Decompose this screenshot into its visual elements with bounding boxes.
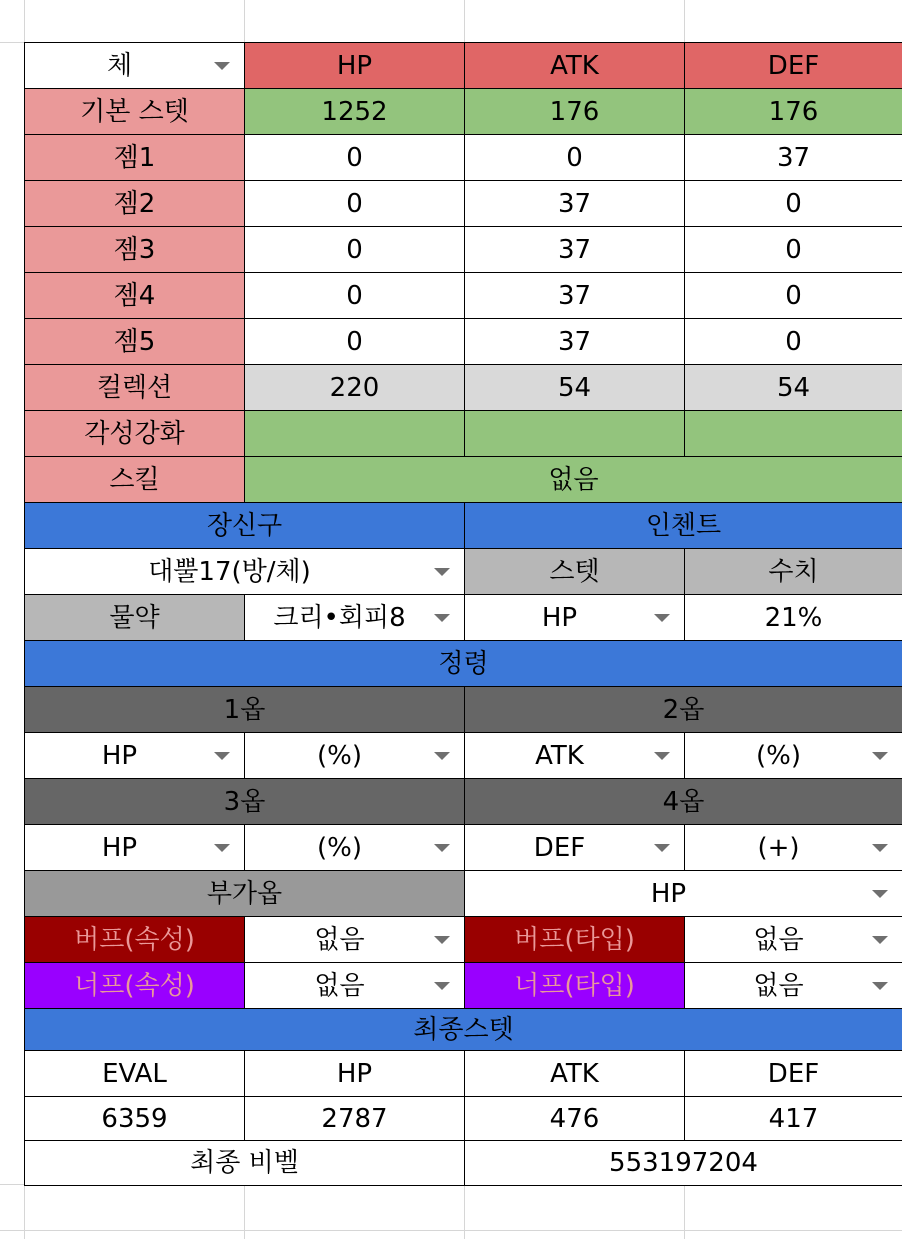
nerf-type-value: 없음 — [753, 970, 804, 1001]
opt4-stat-value: DEF — [533, 832, 586, 863]
potion-label: 물약 — [24, 594, 245, 641]
awakening-def[interactable] — [684, 410, 902, 457]
gem2-hp[interactable]: 0 — [244, 180, 465, 227]
dropdown-arrow-icon[interactable] — [434, 982, 450, 990]
opt2-stat-value: ATK — [535, 740, 584, 771]
final-header-eval: EVAL — [24, 1050, 245, 1097]
gem1-atk[interactable]: 0 — [464, 134, 685, 181]
nerf-attribute-label: 너프(속성) — [24, 962, 245, 1009]
dropdown-arrow-icon[interactable] — [654, 614, 670, 622]
gem4-hp[interactable]: 0 — [244, 272, 465, 319]
dropdown-arrow-icon[interactable] — [434, 752, 450, 760]
final-level-label: 최종 비벨 — [24, 1140, 465, 1186]
equipment-section-header: 장신구 — [24, 502, 465, 549]
buff-type-label: 버프(타입) — [464, 916, 685, 963]
final-header-def: DEF — [684, 1050, 902, 1097]
gem5-atk[interactable]: 37 — [464, 318, 685, 365]
dropdown-arrow-icon[interactable] — [872, 890, 888, 898]
row-label-gem2: 젬2 — [24, 180, 245, 227]
final-value-eval[interactable]: 6359 — [24, 1096, 245, 1141]
buff-type-dropdown[interactable] — [684, 916, 902, 963]
row-label-collection: 컬렉션 — [24, 364, 245, 411]
final-header-atk: ATK — [464, 1050, 685, 1097]
opt3-stat-value: HP — [101, 832, 138, 863]
row-label-gem4: 젬4 — [24, 272, 245, 319]
gem5-def[interactable]: 0 — [684, 318, 902, 365]
row-label-gem5: 젬5 — [24, 318, 245, 365]
enchant-value-header: 수치 — [684, 548, 902, 595]
opt3-type-value: (%) — [317, 832, 362, 863]
row-label-base-stat: 기본 스텟 — [24, 88, 245, 135]
nerf-type-dropdown[interactable] — [684, 962, 902, 1009]
buff-attribute-label: 버프(속성) — [24, 916, 245, 963]
opt2-type-value: (%) — [756, 740, 801, 771]
enchant-value[interactable]: 21% — [684, 594, 902, 641]
final-header-hp: HP — [244, 1050, 465, 1097]
gem2-def[interactable]: 0 — [684, 180, 902, 227]
row-label-gem1: 젬1 — [24, 134, 245, 181]
skill-value[interactable]: 없음 — [244, 456, 902, 503]
row-label-skill: 스킬 — [24, 456, 245, 503]
dropdown-arrow-icon[interactable] — [214, 844, 230, 852]
extra-option-value: HP — [650, 878, 687, 909]
opt1-type-dropdown[interactable] — [244, 732, 465, 779]
dropdown-arrow-icon[interactable] — [434, 844, 450, 852]
nerf-type-label: 너프(타입) — [464, 962, 685, 1009]
buff-type-value: 없음 — [753, 924, 804, 955]
buff-attribute-value: 없음 — [314, 924, 365, 955]
gem4-def[interactable]: 0 — [684, 272, 902, 319]
base-stat-def[interactable]: 176 — [684, 88, 902, 135]
atk-header: ATK — [464, 42, 685, 89]
collection-def[interactable]: 54 — [684, 364, 902, 411]
dropdown-arrow-icon[interactable] — [434, 614, 450, 622]
spirit-opt2-header: 2옵 — [464, 686, 902, 733]
potion-dropdown[interactable] — [244, 594, 465, 641]
opt2-stat-dropdown[interactable] — [464, 732, 685, 779]
awakening-atk[interactable] — [464, 410, 685, 457]
enchant-stat-header: 스텟 — [464, 548, 685, 595]
base-stat-hp[interactable]: 1252 — [244, 88, 465, 135]
opt1-stat-value: HP — [101, 740, 138, 771]
potion-value: 크리•회피8 — [273, 602, 406, 633]
opt4-type-value: (+) — [757, 832, 800, 863]
enchant-stat-dropdown[interactable] — [464, 594, 685, 641]
opt4-stat-dropdown[interactable] — [464, 824, 685, 871]
class-select-dropdown[interactable] — [24, 42, 245, 89]
accessory-dropdown[interactable] — [24, 548, 465, 595]
gem4-atk[interactable]: 37 — [464, 272, 685, 319]
gem3-def[interactable]: 0 — [684, 226, 902, 273]
opt1-stat-dropdown[interactable] — [24, 732, 245, 779]
gem1-hp[interactable]: 0 — [244, 134, 465, 181]
opt3-stat-dropdown[interactable] — [24, 824, 245, 871]
enchant-section-header: 인첸트 — [464, 502, 902, 549]
enchant-stat-value: HP — [541, 602, 578, 633]
extra-option-label: 부가옵 — [24, 870, 465, 917]
nerf-attribute-dropdown[interactable] — [244, 962, 465, 1009]
opt1-type-value: (%) — [317, 740, 362, 771]
collection-hp[interactable]: 220 — [244, 364, 465, 411]
dropdown-arrow-icon[interactable] — [214, 752, 230, 760]
spirit-opt1-header: 1옵 — [24, 686, 465, 733]
spirit-opt3-header: 3옵 — [24, 778, 465, 825]
def-header: DEF — [684, 42, 902, 89]
dropdown-arrow-icon[interactable] — [654, 752, 670, 760]
accessory-value: 대뿔17(방/체) — [148, 556, 311, 587]
gem3-hp[interactable]: 0 — [244, 226, 465, 273]
gem2-atk[interactable]: 37 — [464, 180, 685, 227]
dropdown-arrow-icon[interactable] — [872, 936, 888, 944]
dropdown-arrow-icon[interactable] — [214, 62, 230, 70]
final-value-atk[interactable]: 476 — [464, 1096, 685, 1141]
awakening-hp[interactable] — [244, 410, 465, 457]
base-stat-atk[interactable]: 176 — [464, 88, 685, 135]
final-level-value[interactable]: 553197204 — [464, 1140, 902, 1186]
collection-atk[interactable]: 54 — [464, 364, 685, 411]
hp-header: HP — [244, 42, 465, 89]
dropdown-arrow-icon[interactable] — [434, 568, 450, 576]
class-select-value: 체 — [106, 50, 133, 81]
dropdown-arrow-icon[interactable] — [872, 752, 888, 760]
gem5-hp[interactable]: 0 — [244, 318, 465, 365]
final-value-def[interactable]: 417 — [684, 1096, 902, 1141]
opt2-type-dropdown[interactable] — [684, 732, 902, 779]
opt3-type-dropdown[interactable] — [244, 824, 465, 871]
row-label-awakening: 각성강화 — [24, 410, 245, 457]
spirit-opt4-header: 4옵 — [464, 778, 902, 825]
nerf-attribute-value: 없음 — [314, 970, 365, 1001]
final-stat-section-header: 최종스텟 — [24, 1008, 902, 1051]
buff-attribute-dropdown[interactable] — [244, 916, 465, 963]
dropdown-arrow-icon[interactable] — [872, 844, 888, 852]
spirit-section-header: 정령 — [24, 640, 902, 687]
final-value-hp[interactable]: 2787 — [244, 1096, 465, 1141]
gem1-def[interactable]: 37 — [684, 134, 902, 181]
dropdown-arrow-icon[interactable] — [872, 982, 888, 990]
row-label-gem3: 젬3 — [24, 226, 245, 273]
extra-option-dropdown[interactable] — [464, 870, 902, 917]
dropdown-arrow-icon[interactable] — [654, 844, 670, 852]
opt4-type-dropdown[interactable] — [684, 824, 902, 871]
dropdown-arrow-icon[interactable] — [434, 936, 450, 944]
gem3-atk[interactable]: 37 — [464, 226, 685, 273]
